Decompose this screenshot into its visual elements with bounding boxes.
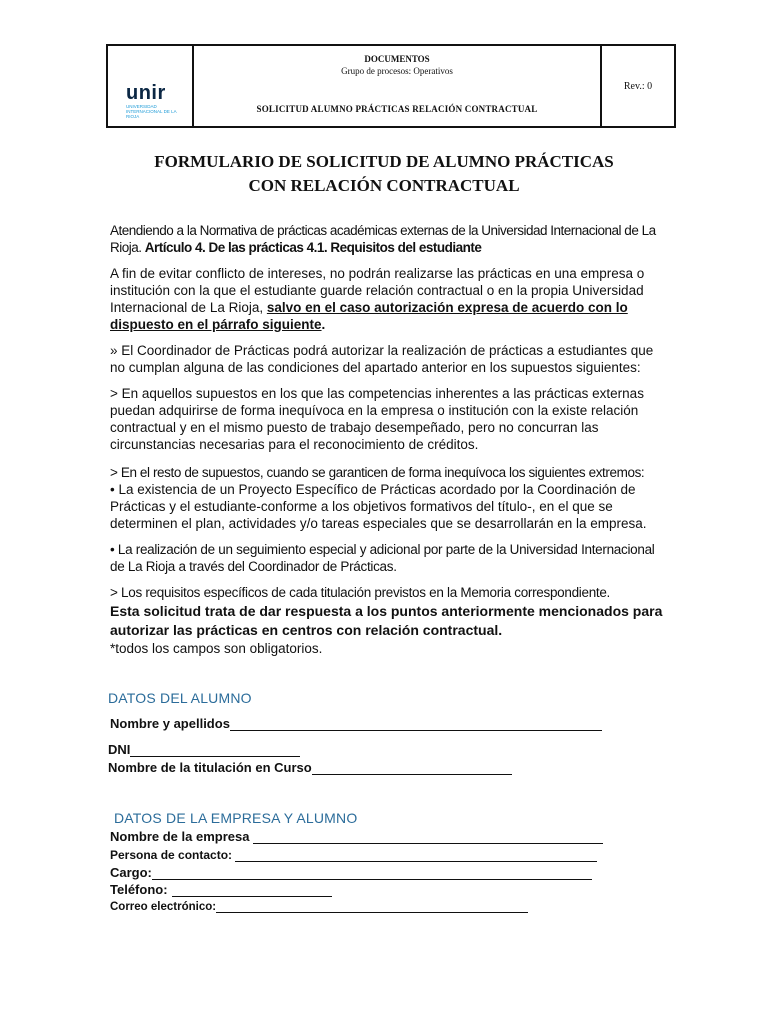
paragraph-bold: Artículo 4. De las prácticas 4.1. Requisitos del estudiante [144, 240, 482, 255]
field-input-line[interactable] [253, 831, 603, 844]
paragraph-normativa [110, 222, 670, 256]
field-input-line[interactable] [230, 718, 602, 731]
field-input-line[interactable] [216, 900, 528, 913]
field-label: Correo electrónico: [110, 901, 217, 913]
paragraph-supuestos: > En aquellos supuestos en los que las competencias inherentes a las prácticas externas puedan adquirirse de forma inequívoca en la empresa o institución con la existe relación contractual y en el mismo puesto de trabajo desempeñado, pero no concurran las circunstancias necesarias para el reconocimiento de créditos. [110, 386, 644, 452]
header-info-cell [194, 46, 602, 126]
paragraph-solicitud: Esta solicitud trata de dar respuesta a los puntos anteriormente mencionados para autorizar las prácticas en centros con relación contractual. [110, 603, 663, 638]
paragraph-underlined: salvo en el caso autorización expresa de acuerdo con lo dispuesto en el párrafo siguiente [110, 300, 628, 332]
revision-cell [602, 46, 674, 126]
field-correo [110, 900, 528, 913]
field-label: Nombre y apellidos [110, 716, 230, 731]
field-label: Cargo: [110, 865, 152, 880]
revision-label: Rev.: 0 [623, 80, 653, 92]
field-empresa [110, 829, 603, 844]
field-label: Nombre de la titulación en Curso [108, 760, 312, 775]
form-title-line2: CON RELACIÓN CONTRACTUAL [248, 176, 520, 195]
paragraph-text: Atendiendo a la Normativa de prácticas académicas externas de la Universidad Internacional de La Rioja. [110, 223, 656, 255]
field-label: Persona de contacto: [110, 848, 233, 862]
header-title: DOCUMENTOS [364, 54, 430, 64]
paragraph-seguimiento: • La realización de un seguimiento especial y adicional por parte de la Universidad Internacional de La Rioja a través del Coordinador de Prácticas. [110, 542, 655, 574]
field-input-line[interactable] [235, 849, 597, 862]
paragraph-resto: > En el resto de supuestos, cuando se garanticen de forma inequívoca los siguientes extremos: [110, 465, 645, 480]
paragraph-requisitos: > Los requisitos específicos de cada titulación previstos en la Memoria correspondiente. [110, 585, 611, 600]
field-input-line[interactable] [172, 884, 332, 897]
unir-logo: unir [126, 82, 166, 104]
document-header [106, 44, 676, 128]
field-titulacion [108, 760, 512, 775]
field-dni [108, 742, 300, 757]
paragraph-text: A fin de evitar conflicto de intereses, no podrán realizarse las prácticas en una empresa o institución con la que el estudiante guarde relación contractual o en la propia Universidad Internacional de La Rioja, [110, 266, 645, 315]
section-student-heading: DATOS DEL ALUMNO [108, 690, 252, 706]
field-nombre-apellidos [110, 716, 602, 731]
header-subtitle: Grupo de procesos: Operativos [341, 66, 453, 76]
field-input-line[interactable] [312, 762, 512, 775]
paragraph-proyecto: • La existencia de un Proyecto Específico de Prácticas acordado por la Coordinación de Prácticas y el estudiante-conforme a los objetivos formativos del título-, en el que se determinen el plan, actividades y/o tareas especiales que se desarrollarán en la empresa. [110, 482, 647, 531]
header-doc-name: SOLICITUD ALUMNO PRÁCTICAS RELACIÓN CONTRACTUAL [256, 104, 538, 114]
field-label: Nombre de la empresa [110, 829, 250, 844]
field-label: Teléfono: [110, 882, 168, 897]
paragraph-obligatorios: *todos los campos son obligatorios. [110, 641, 323, 656]
field-telefono [110, 882, 332, 897]
field-input-line[interactable] [130, 744, 300, 757]
paragraph-conflicto [110, 265, 670, 333]
form-title [60, 150, 708, 198]
section-company-heading: DATOS DE LA EMPRESA Y ALUMNO [114, 810, 358, 826]
field-contacto [110, 848, 597, 862]
paragraph-bold: . [321, 317, 326, 332]
field-input-line[interactable] [152, 867, 592, 880]
logo-cell [108, 46, 194, 126]
field-cargo [110, 865, 592, 880]
field-label: DNI [108, 742, 131, 757]
form-title-line1: FORMULARIO DE SOLICITUD DE ALUMNO PRÁCTICAS [154, 152, 614, 171]
unir-logo-subtext: UNIVERSIDAD INTERNACIONAL DE LA RIOJA [126, 104, 177, 119]
paragraph-coordinador: » El Coordinador de Prácticas podrá autorizar la realización de prácticas a estudiantes que no cumplan alguna de las condiciones del apartado anterior en los supuestos siguientes: [110, 343, 654, 375]
